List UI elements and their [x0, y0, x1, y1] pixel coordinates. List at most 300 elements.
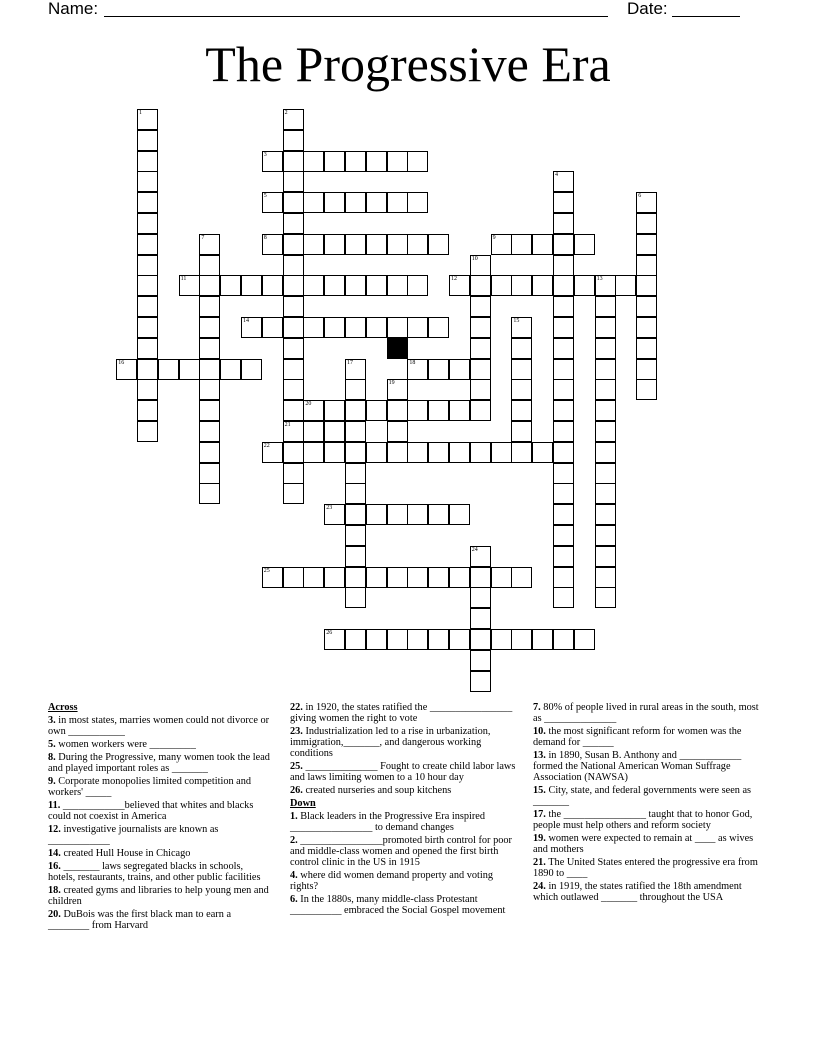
grid-cell[interactable]	[137, 338, 158, 359]
clue-number: 26	[326, 630, 333, 636]
grid-cell[interactable]	[553, 213, 574, 234]
grid-cell[interactable]	[532, 629, 553, 650]
grid-cell[interactable]	[283, 483, 304, 504]
grid-cell[interactable]	[283, 213, 304, 234]
grid-cell[interactable]	[595, 359, 616, 380]
grid-cell[interactable]	[470, 567, 491, 588]
clue-number: 7	[201, 234, 205, 241]
grid-cell[interactable]	[199, 234, 220, 255]
grid-cell[interactable]	[553, 546, 574, 567]
grid-cell[interactable]	[636, 296, 657, 317]
grid-cell[interactable]	[199, 275, 220, 296]
grid-cell[interactable]	[303, 567, 324, 588]
clue-number: 6	[638, 193, 642, 200]
clue-number-label: 13.	[533, 750, 546, 761]
grid-cell[interactable]	[595, 296, 616, 317]
grid-cell[interactable]	[366, 275, 387, 296]
grid-cell[interactable]	[553, 442, 574, 463]
grid-cell[interactable]	[470, 275, 491, 296]
grid-cell[interactable]	[595, 463, 616, 484]
grid-cell[interactable]	[595, 275, 616, 296]
grid-cell[interactable]	[137, 317, 158, 338]
grid-cell[interactable]	[532, 275, 553, 296]
grid-cell[interactable]	[324, 400, 345, 421]
grid-cell[interactable]	[553, 359, 574, 380]
grid-cell[interactable]	[407, 151, 428, 172]
grid-cell[interactable]	[262, 275, 283, 296]
grid-cell[interactable]	[303, 151, 324, 172]
grid-cell[interactable]	[428, 359, 449, 380]
grid-cell[interactable]	[262, 234, 283, 255]
grid-cell[interactable]	[283, 567, 304, 588]
grid-cell[interactable]	[595, 567, 616, 588]
grid-cell[interactable]	[491, 234, 512, 255]
grid-cell[interactable]	[345, 504, 366, 525]
grid-cell[interactable]	[262, 567, 283, 588]
grid-cell[interactable]	[428, 234, 449, 255]
grid-cell[interactable]	[428, 629, 449, 650]
clue-item	[290, 702, 516, 724]
grid-cell[interactable]	[303, 421, 324, 442]
grid-cell[interactable]	[428, 400, 449, 421]
clue-text: in 1890, Susan B. Anthony and ____________ formed the National American Woman Suffrage Association (NAWSA)	[533, 750, 742, 783]
grid-cell[interactable]	[324, 567, 345, 588]
grid-cell[interactable]	[366, 317, 387, 338]
clue-item	[533, 750, 763, 783]
grid-cell[interactable]	[470, 629, 491, 650]
grid-cell[interactable]	[553, 525, 574, 546]
grid-cell[interactable]	[407, 234, 428, 255]
clue-number: 11	[180, 276, 187, 283]
grid-cell[interactable]	[449, 504, 470, 525]
clue-item	[533, 726, 763, 748]
grid-cell[interactable]	[470, 317, 491, 338]
grid-cell[interactable]	[366, 192, 387, 213]
grid-cell[interactable]	[283, 130, 304, 151]
grid-cell[interactable]	[553, 296, 574, 317]
grid-cell[interactable]	[387, 567, 408, 588]
clue-number-label: 8.	[48, 752, 56, 763]
grid-cell[interactable]	[470, 608, 491, 629]
clue-item	[48, 800, 270, 822]
grid-cell[interactable]	[303, 317, 324, 338]
clue-number: 18	[409, 359, 416, 366]
grid-cell[interactable]	[345, 442, 366, 463]
grid-cell[interactable]	[470, 442, 491, 463]
grid-cell[interactable]	[553, 317, 574, 338]
grid-cell[interactable]	[137, 109, 158, 130]
grid-cell[interactable]	[553, 275, 574, 296]
clue-text: City, state, and federal governments were seen as _______	[533, 785, 752, 807]
grid-cell[interactable]	[636, 359, 657, 380]
grid-cell[interactable]	[636, 192, 657, 213]
grid-cell[interactable]	[407, 504, 428, 525]
grid-cell[interactable]	[511, 567, 532, 588]
grid-cell[interactable]	[199, 317, 220, 338]
grid-cell[interactable]	[366, 151, 387, 172]
grid-cell[interactable]	[511, 359, 532, 380]
clue-number: 4	[555, 172, 558, 179]
grid-cell[interactable]	[428, 317, 449, 338]
grid-cell[interactable]	[283, 400, 304, 421]
grid-cell[interactable]	[283, 109, 304, 130]
grid-cell[interactable]	[199, 400, 220, 421]
grid-cell[interactable]	[428, 504, 449, 525]
across-heading: Across	[48, 702, 78, 713]
grid-cell[interactable]	[407, 275, 428, 296]
grid-cell[interactable]	[199, 296, 220, 317]
grid-cell[interactable]	[470, 359, 491, 380]
grid-cell[interactable]	[303, 400, 324, 421]
grid-cell[interactable]	[345, 359, 366, 380]
grid-cell[interactable]	[220, 275, 241, 296]
grid-cell[interactable]	[179, 359, 200, 380]
clue-text: women were expected to remain at ____ as wives and mothers	[533, 833, 754, 855]
grid-cell[interactable]	[636, 213, 657, 234]
clue-text: In the 1880s, many middle-class Protestant __________ embraced the Social Gospel movement	[290, 894, 506, 916]
grid-cell[interactable]	[199, 463, 220, 484]
grid-cell[interactable]	[241, 317, 262, 338]
grid-cell[interactable]	[470, 338, 491, 359]
clue-item	[48, 776, 270, 798]
clue-number: 3	[263, 151, 267, 158]
grid-cell[interactable]	[137, 255, 158, 276]
grid-cell[interactable]	[199, 442, 220, 463]
grid-cell[interactable]	[366, 504, 387, 525]
grid-cell[interactable]	[179, 275, 200, 296]
grid-cell[interactable]	[553, 234, 574, 255]
grid-cell[interactable]	[283, 421, 304, 442]
grid-cell[interactable]	[283, 442, 304, 463]
grid-cell[interactable]	[615, 275, 636, 296]
grid-cell[interactable]	[387, 234, 408, 255]
grid-cell[interactable]	[283, 379, 304, 400]
grid-cell[interactable]	[199, 359, 220, 380]
clue-number: 16	[118, 359, 125, 366]
clue-text: During the Progressive, many women took the lead and played important roles as _______	[48, 752, 270, 774]
clue-item	[48, 848, 270, 859]
grid-cell[interactable]	[345, 525, 366, 546]
grid-cell[interactable]	[595, 317, 616, 338]
grid-cell[interactable]	[553, 192, 574, 213]
grid-cell[interactable]	[387, 504, 408, 525]
grid-cell[interactable]	[262, 317, 283, 338]
grid-cell[interactable]	[511, 400, 532, 421]
clue-item	[48, 739, 270, 750]
clue-text: ____________believed that whites and blacks could not coexist in America	[48, 800, 254, 822]
grid-cell[interactable]	[283, 234, 304, 255]
grid-cell[interactable]	[324, 275, 345, 296]
grid-cell[interactable]	[345, 400, 366, 421]
grid-cell[interactable]	[283, 359, 304, 380]
grid-cell[interactable]	[553, 421, 574, 442]
grid-cell[interactable]	[553, 338, 574, 359]
grid-cell[interactable]	[283, 275, 304, 296]
clue-number: 5	[263, 193, 267, 200]
clue-item	[48, 824, 270, 846]
grid-cell[interactable]	[324, 234, 345, 255]
clue-text: DuBois was the first black man to earn a ________ from Harvard	[48, 909, 232, 931]
clue-item	[533, 702, 763, 724]
grid-cell[interactable]	[324, 629, 345, 650]
grid-cell[interactable]	[449, 400, 470, 421]
grid-cell[interactable]	[199, 255, 220, 276]
grid-cell[interactable]	[137, 130, 158, 151]
clue-text: in 1919, the states ratified the 18th amendment which outlawed _______ throughout the USA	[533, 881, 742, 903]
date-label: Date:	[627, 0, 668, 18]
grid-cell[interactable]	[470, 650, 491, 671]
clue-number-label: 24.	[533, 881, 546, 892]
grid-cell[interactable]	[387, 192, 408, 213]
grid-cell[interactable]	[574, 234, 595, 255]
grid-cell[interactable]	[283, 338, 304, 359]
grid-cell[interactable]	[511, 629, 532, 650]
grid-cell[interactable]	[636, 255, 657, 276]
grid-cell[interactable]	[491, 567, 512, 588]
grid-cell[interactable]	[303, 192, 324, 213]
grid-cell[interactable]	[137, 296, 158, 317]
grid-cell[interactable]	[407, 400, 428, 421]
clue-number-label: 15.	[533, 785, 546, 796]
grid-cell[interactable]	[449, 275, 470, 296]
grid-cell[interactable]	[470, 546, 491, 567]
grid-cell[interactable]	[449, 442, 470, 463]
clue-item	[290, 894, 516, 916]
grid-cell[interactable]	[366, 442, 387, 463]
grid-cell[interactable]	[595, 400, 616, 421]
grid-cell[interactable]	[532, 234, 553, 255]
clue-item	[290, 811, 516, 833]
grid-cell[interactable]	[324, 421, 345, 442]
grid-cell[interactable]	[137, 275, 158, 296]
grid-cell[interactable]	[553, 587, 574, 608]
grid-cell[interactable]	[345, 587, 366, 608]
grid-cell[interactable]	[324, 151, 345, 172]
grid-cell[interactable]	[345, 546, 366, 567]
grid-cell[interactable]	[137, 400, 158, 421]
grid-cell[interactable]	[137, 234, 158, 255]
grid-cell[interactable]	[283, 463, 304, 484]
grid-cell[interactable]	[449, 629, 470, 650]
grid-cell[interactable]	[595, 442, 616, 463]
grid-cell[interactable]	[491, 629, 512, 650]
grid-cell[interactable]	[303, 442, 324, 463]
grid-cell[interactable]	[387, 151, 408, 172]
grid-cell[interactable]	[366, 567, 387, 588]
grid-cell[interactable]	[283, 255, 304, 276]
grid-cell[interactable]	[283, 296, 304, 317]
grid-cell[interactable]	[345, 275, 366, 296]
grid-cell[interactable]	[241, 275, 262, 296]
grid-cell[interactable]	[595, 421, 616, 442]
grid-cell[interactable]	[387, 317, 408, 338]
grid-cell[interactable]	[324, 317, 345, 338]
grid-cell[interactable]	[636, 317, 657, 338]
clue-number: 25	[263, 567, 270, 574]
grid-cell[interactable]	[636, 338, 657, 359]
clue-number-label: 21.	[533, 857, 546, 868]
grid-cell[interactable]	[345, 192, 366, 213]
grid-cell[interactable]	[262, 151, 283, 172]
grid-cell[interactable]	[595, 504, 616, 525]
grid-cell[interactable]	[262, 192, 283, 213]
grid-cell[interactable]	[387, 421, 408, 442]
grid-cell[interactable]	[636, 234, 657, 255]
grid-cell[interactable]	[303, 275, 324, 296]
grid-cell[interactable]	[470, 255, 491, 276]
grid-cell[interactable]	[137, 171, 158, 192]
clue-text: created Hull House in Chicago	[60, 848, 191, 859]
clue-item	[533, 785, 763, 807]
clue-text: The United States entered the progressive era from 1890 to ____	[533, 857, 758, 879]
grid-cell[interactable]	[241, 359, 262, 380]
clue-item	[48, 752, 270, 774]
grid-cell[interactable]	[345, 317, 366, 338]
grid-cell[interactable]	[407, 629, 428, 650]
grid-cell[interactable]	[595, 483, 616, 504]
clue-item	[48, 909, 270, 931]
grid-cell[interactable]	[574, 275, 595, 296]
grid-cell[interactable]	[511, 421, 532, 442]
clue-text: the most significant reform for women was the demand for ______	[533, 726, 742, 748]
grid-cell[interactable]	[407, 192, 428, 213]
grid-cell[interactable]	[283, 171, 304, 192]
grid-cell[interactable]	[449, 359, 470, 380]
grid-cell[interactable]	[324, 504, 345, 525]
grid-cell[interactable]	[137, 151, 158, 172]
grid-cell[interactable]	[470, 400, 491, 421]
grid-cell[interactable]	[137, 359, 158, 380]
grid-cell[interactable]	[345, 379, 366, 400]
grid-cell[interactable]	[199, 338, 220, 359]
clue-number: 2	[284, 110, 288, 116]
clue-item	[48, 861, 270, 883]
clue-item	[533, 833, 763, 855]
grid-cell[interactable]	[366, 234, 387, 255]
grid-cell[interactable]	[137, 213, 158, 234]
grid-cell[interactable]	[470, 587, 491, 608]
grid-cell[interactable]	[345, 151, 366, 172]
clue-item	[533, 809, 763, 831]
clue-text: the ________________ taught that to honor God, people must help others and reform society	[533, 809, 753, 831]
grid-cell[interactable]	[345, 483, 366, 504]
grid-cell[interactable]	[387, 275, 408, 296]
clue-text: Corporate monopolies limited competition and workers' _____	[48, 776, 252, 798]
grid-cell[interactable]	[553, 463, 574, 484]
grid-cell[interactable]	[407, 359, 428, 380]
grid-cell[interactable]	[511, 317, 532, 338]
grid-cell[interactable]	[553, 504, 574, 525]
grid-cell[interactable]	[220, 359, 241, 380]
across-clues-column	[48, 702, 270, 933]
grid-cell[interactable]	[553, 483, 574, 504]
grid-cell[interactable]	[387, 442, 408, 463]
grid-cell[interactable]	[262, 442, 283, 463]
grid-cell[interactable]	[636, 379, 657, 400]
grid-cell[interactable]	[283, 317, 304, 338]
grid-cell[interactable]	[137, 421, 158, 442]
grid-cell[interactable]	[137, 192, 158, 213]
grid-cell[interactable]	[199, 379, 220, 400]
grid-cell[interactable]	[470, 296, 491, 317]
clue-number-label: 16.	[48, 861, 61, 872]
grid-cell[interactable]	[491, 275, 512, 296]
grid-cell[interactable]	[449, 567, 470, 588]
grid-cell[interactable]	[283, 192, 304, 213]
grid-cell[interactable]	[511, 379, 532, 400]
clue-item	[533, 881, 763, 903]
grid-cell[interactable]	[553, 171, 574, 192]
grid-cell[interactable]	[553, 379, 574, 400]
grid-cell[interactable]	[283, 151, 304, 172]
clue-text: created gyms and libraries to help young men and children	[48, 885, 269, 907]
black-cell	[387, 338, 408, 359]
grid-cell[interactable]	[511, 442, 532, 463]
grid-cell[interactable]	[595, 379, 616, 400]
clue-item	[48, 715, 270, 737]
grid-cell[interactable]	[345, 421, 366, 442]
grid-cell[interactable]	[428, 442, 449, 463]
grid-cell[interactable]	[470, 379, 491, 400]
grid-cell[interactable]	[324, 192, 345, 213]
clue-text: ______________ Fought to create child labor laws and laws limiting women to a 10 hour day	[290, 761, 516, 783]
grid-cell[interactable]	[553, 255, 574, 276]
grid-cell[interactable]	[345, 567, 366, 588]
grid-cell[interactable]	[595, 546, 616, 567]
clue-number-label: 9.	[48, 776, 56, 787]
grid-cell[interactable]	[387, 629, 408, 650]
grid-cell[interactable]	[303, 234, 324, 255]
grid-cell[interactable]	[345, 629, 366, 650]
grid-cell[interactable]	[470, 671, 491, 692]
grid-cell[interactable]	[553, 629, 574, 650]
grid-cell[interactable]	[574, 629, 595, 650]
grid-cell[interactable]	[553, 400, 574, 421]
grid-cell[interactable]	[553, 567, 574, 588]
grid-cell[interactable]	[407, 317, 428, 338]
grid-cell[interactable]	[511, 275, 532, 296]
grid-cell[interactable]	[511, 338, 532, 359]
grid-cell[interactable]	[428, 567, 449, 588]
grid-cell[interactable]	[366, 629, 387, 650]
grid-cell[interactable]	[199, 421, 220, 442]
grid-cell[interactable]	[366, 400, 387, 421]
grid-cell[interactable]	[595, 587, 616, 608]
grid-cell[interactable]	[595, 525, 616, 546]
grid-cell[interactable]	[511, 234, 532, 255]
grid-cell[interactable]	[345, 234, 366, 255]
clue-item	[290, 835, 516, 868]
grid-cell[interactable]	[158, 359, 179, 380]
grid-cell[interactable]	[595, 338, 616, 359]
grid-cell[interactable]	[324, 442, 345, 463]
grid-cell[interactable]	[199, 483, 220, 504]
clue-number: 23	[326, 505, 333, 512]
grid-cell[interactable]	[636, 275, 657, 296]
clue-number: 9	[492, 234, 496, 241]
grid-cell[interactable]	[345, 463, 366, 484]
grid-cell[interactable]	[532, 442, 553, 463]
grid-cell[interactable]	[116, 359, 137, 380]
grid-cell[interactable]	[407, 567, 428, 588]
grid-cell[interactable]	[137, 379, 158, 400]
grid-cell[interactable]	[407, 442, 428, 463]
clues-column-middle	[290, 702, 516, 918]
clue-number-label: 1.	[290, 811, 298, 822]
grid-cell[interactable]	[387, 400, 408, 421]
grid-cell[interactable]	[491, 442, 512, 463]
grid-cell[interactable]	[387, 379, 408, 400]
